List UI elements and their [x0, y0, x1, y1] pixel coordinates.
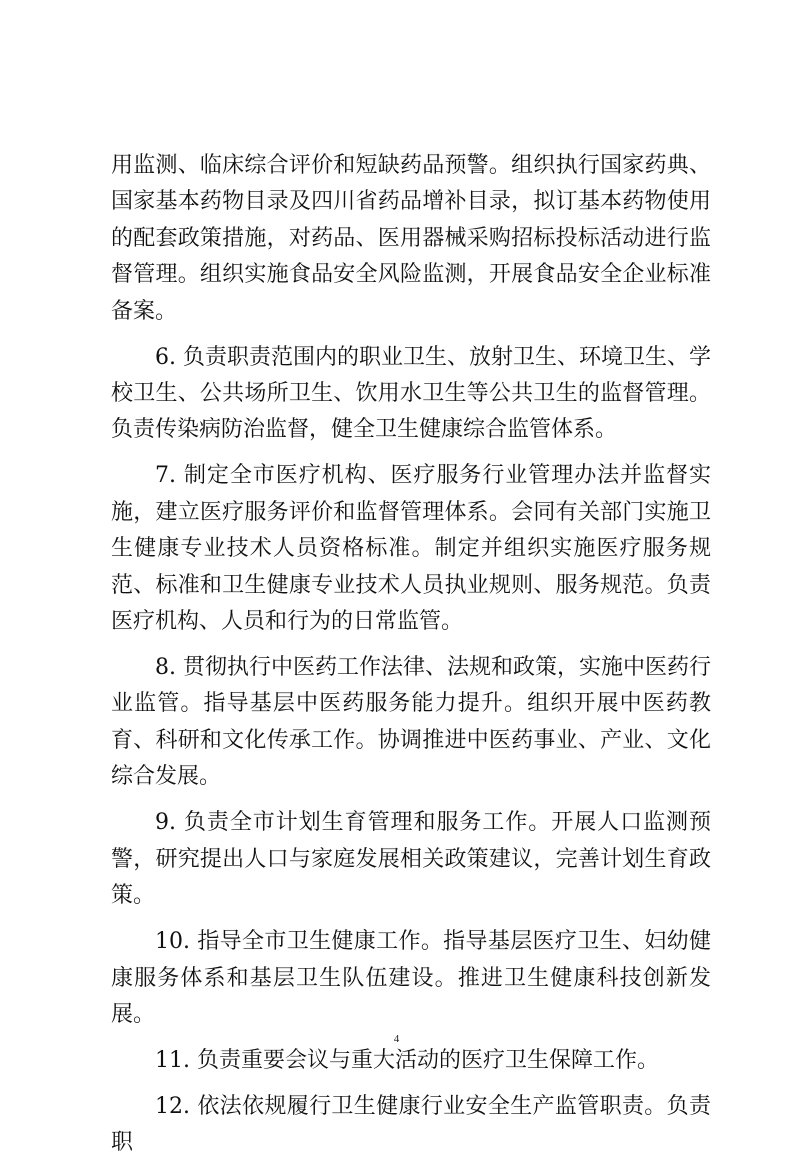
paragraph-item-10: 10. 指导全市卫生健康工作。指导基层医疗卫生、妇幼健康服务体系和基层卫生队伍建设。推进卫生健康科技创新发展。 [111, 929, 711, 1027]
paragraph-item-12: 12. 依法依规履行卫生健康行业安全生产监管职责。负责职 [111, 1093, 711, 1156]
paragraph-item-9: 9. 负责全市计划生育管理和服务工作。开展人口监测预警，研究提出人口与家庭发展相关政策建议，完善计划生育政策。 [111, 810, 711, 909]
paragraph-item-8: 8. 贯彻执行中医药工作法律、法规和政策，实施中医药行业监管。指导基层中医药服务能力提升。组织开展中医药教育、科研和文化传承工作。协调推进中医药事业、产业、文化综合发展。 [111, 655, 711, 790]
document-body [111, 148, 711, 1171]
page-number: 4 [393, 1033, 400, 1045]
paragraph-item-6: 6. 负责职责范围内的职业卫生、放射卫生、环境卫生、学校卫生、公共场所卫生、饮用水卫生等公共卫生的监督管理。负责传染病防治监督，健全卫生健康综合监管体系。 [111, 344, 711, 443]
paragraph-item-11: 11. 负责重要会议与重大活动的医疗卫生保障工作。 [155, 1047, 659, 1073]
paragraph-item-7: 7. 制定全市医疗机构、医疗服务行业管理办法并监督实施，建立医疗服务评价和监督管理体系。会同有关部门实施卫生健康专业技术人员资格标准。制定并组织实施医疗服务规范、标准和卫生健康专业技术人员执业规则、服务规范。负责医疗机构、人员和行为的日常监管。 [111, 463, 711, 635]
paragraph-continuation: 用监测、临床综合评价和短缺药品预警。组织执行国家药典、国家基本药物目录及四川省药品增补目录，拟订基本药物使用的配套政策措施，对药品、医用器械采购招标投标活动进行监督管理。组织实施食品安全风险监测，开展食品安全企业标准备案。 [111, 153, 711, 324]
